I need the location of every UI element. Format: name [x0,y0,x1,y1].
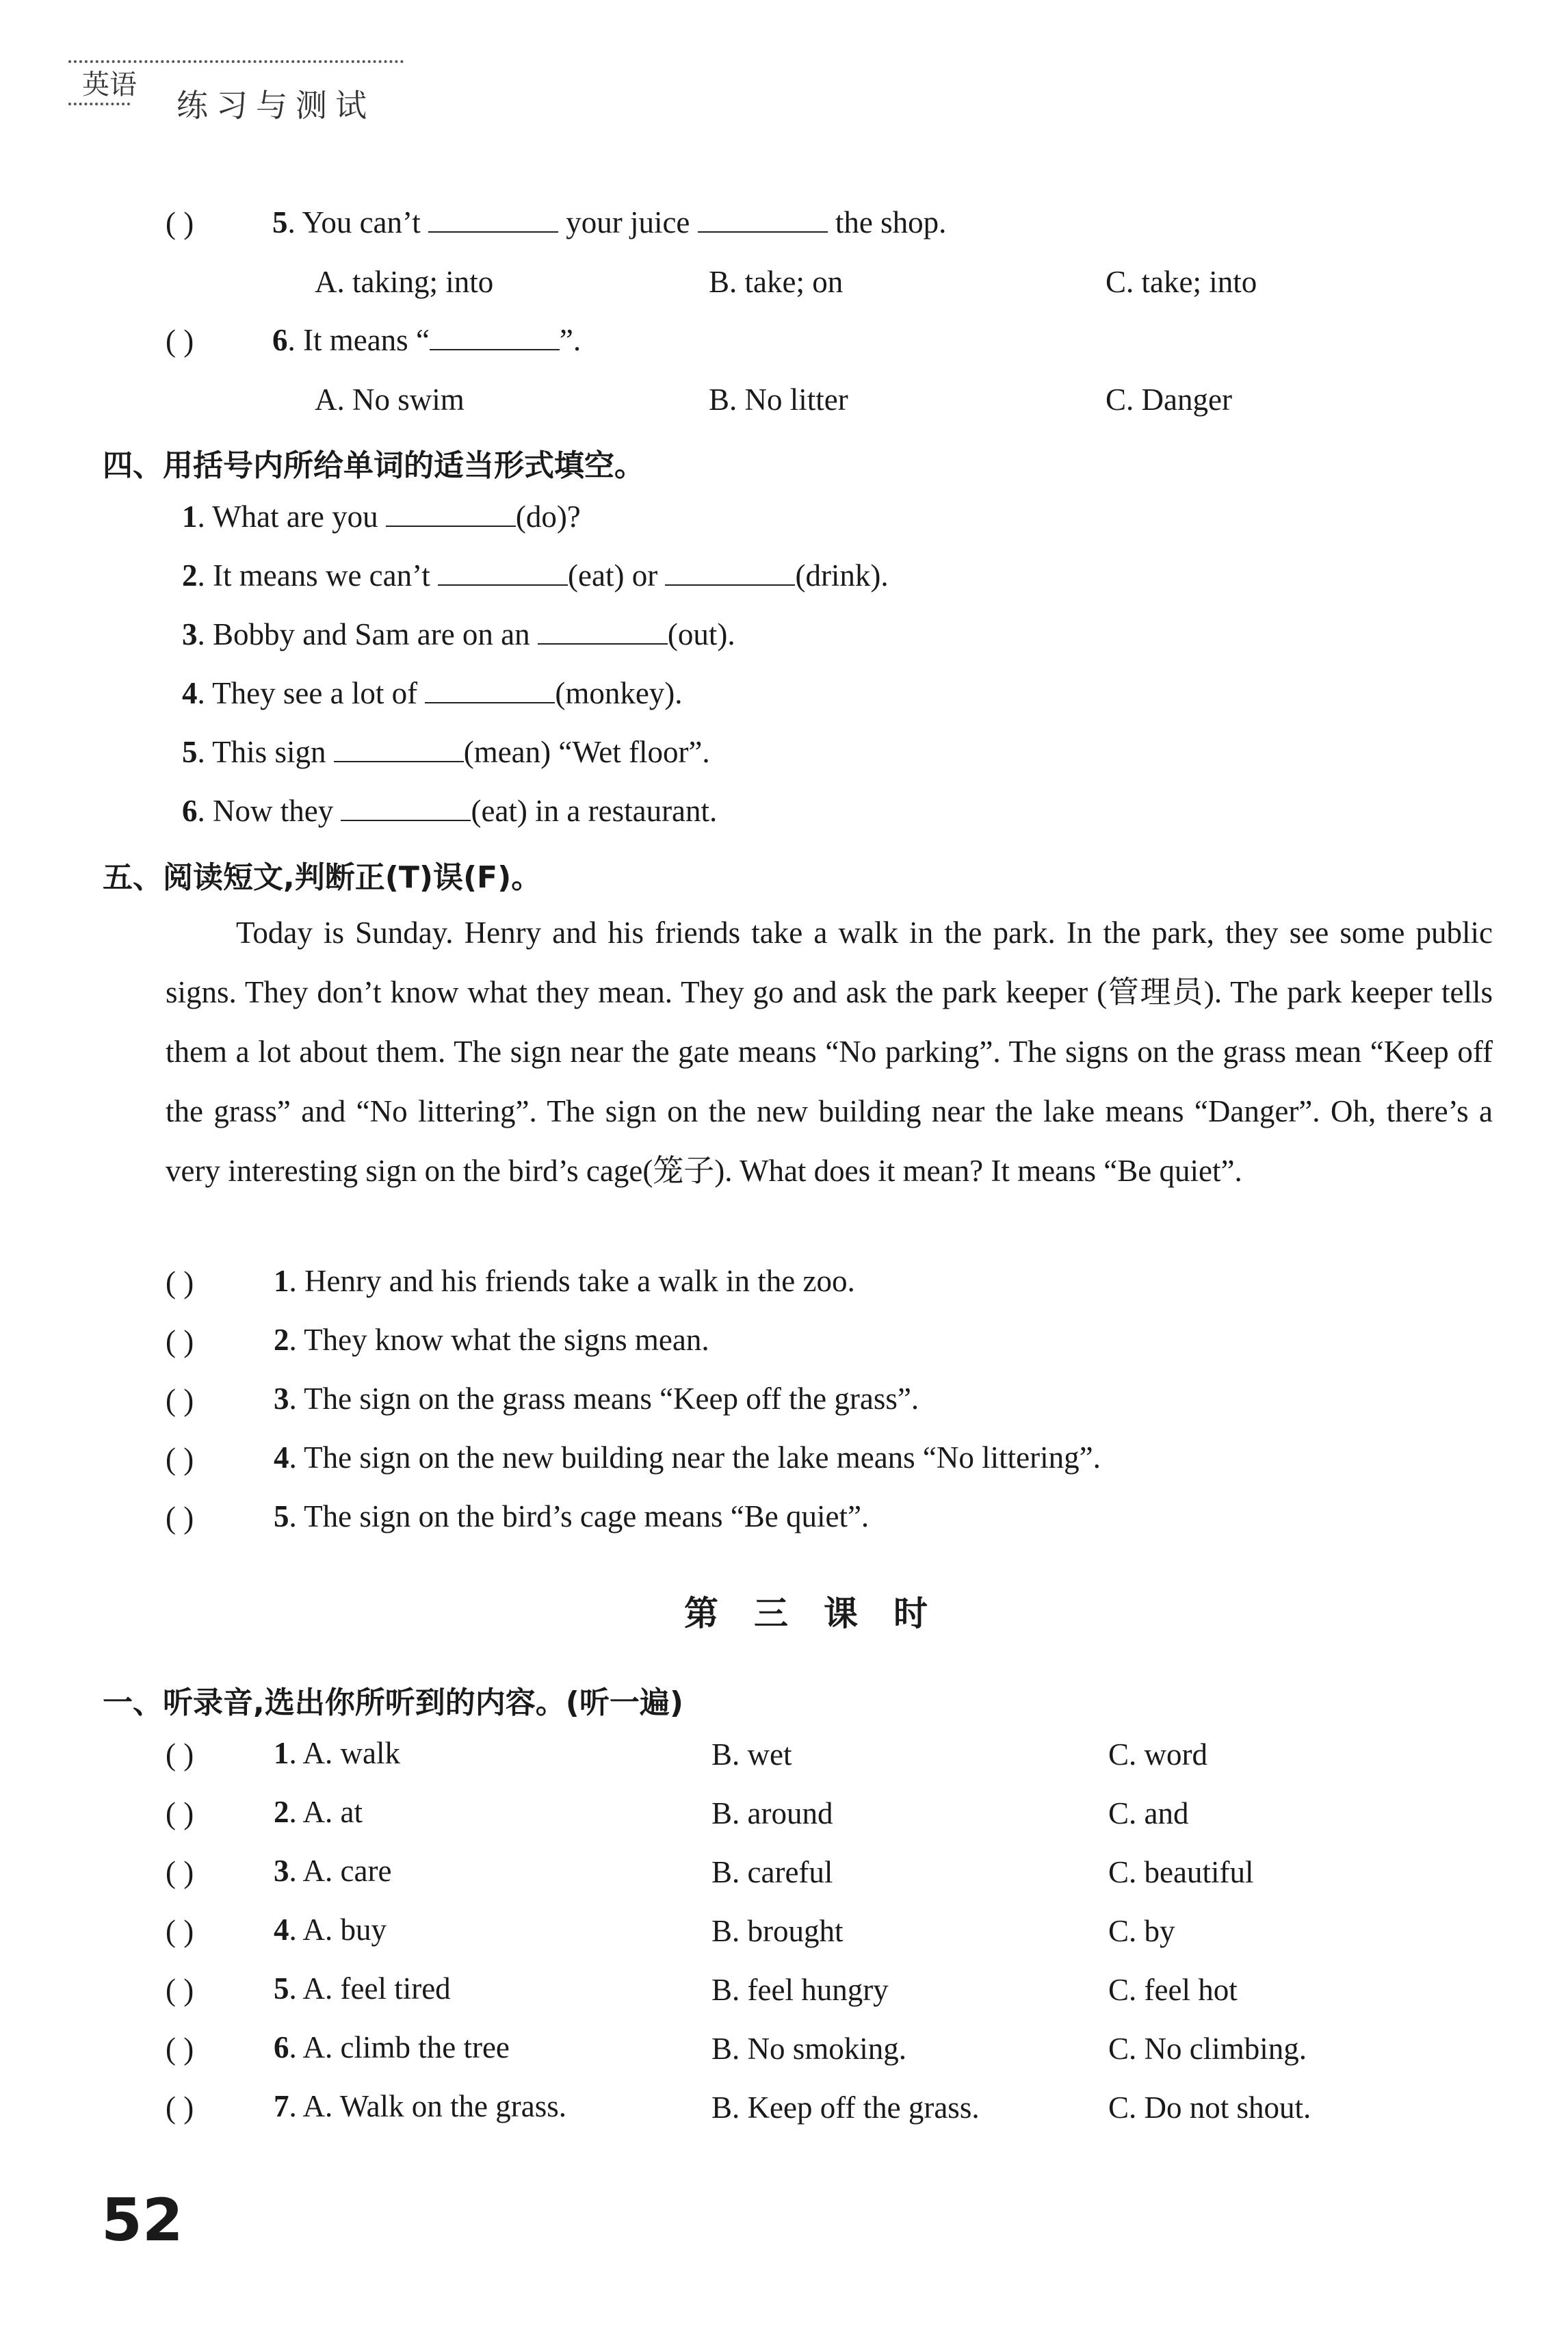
option-b: B. careful [711,1855,833,1889]
answer-bracket: ( ) [166,1324,194,1358]
fill-item-4: 4. They see a lot of (monkey). [182,676,683,710]
lesson-title: 第三课时 [684,1594,963,1633]
tf-item-4: 4. The sign on the new building near the lake means “No littering”. [274,1440,1101,1475]
listen-item-2: 2. A. at [274,1795,363,1829]
option-b: B. take; on [709,265,844,299]
option-a: A. taking; into [315,265,494,299]
option-b: B. wet [711,1737,792,1772]
option-a: A. No swim [315,383,465,417]
header-subject: 英语 [82,69,137,101]
listen-item-1: 1. A. walk [274,1736,400,1770]
reading-passage: Today is Sunday. Henry and his friends take a walk in the park. In the park, they see some public signs. They don’t know what they mean. They go and ask the park keeper (管理员). The park keeper tells them a lot about them. The sign near the gate means “No parking”. The signs on the grass mean “Keep off the grass” and “No littering”. The sign on the new building near the lake means “Danger”. Oh, there’s a very interesting sign on the bird’s cage(笼子). What does it mean? It means “Be quiet”. [166,916,1493,1188]
header-rule-short [68,103,130,105]
section-5-title: 五、阅读短文,判断正(T)误(F)。 [103,860,542,895]
answer-bracket: ( ) [166,2090,194,2125]
option-b: B. around [711,1796,833,1830]
option-c: C. No climbing. [1108,2032,1307,2066]
option-c: C. and [1108,1796,1189,1830]
tf-item-2: 2. They know what the signs mean. [274,1323,709,1357]
option-b: B. No smoking. [711,2032,907,2066]
option-c: C. Danger [1106,383,1232,417]
page-number: 52 [101,2186,183,2255]
option-b: B. feel hungry [711,1973,889,2007]
header-book-title: 练习与测试 [177,87,375,124]
option-c: C. by [1108,1914,1175,1948]
answer-bracket: ( ) [166,2032,194,2066]
listen-item-5: 5. A. feel tired [274,1971,451,2006]
tf-item-1: 1. Henry and his friends take a walk in the zoo. [274,1264,855,1298]
option-c: C. beautiful [1108,1855,1254,1889]
listen-item-3: 3. A. care [274,1854,392,1888]
listen-item-7: 7. A. Walk on the grass. [274,2089,567,2123]
fill-item-2: 2. It means we can’t (eat) or (drink). [182,558,889,593]
option-b: B. brought [711,1914,844,1948]
answer-bracket: ( ) [166,1855,194,1889]
option-c: C. word [1108,1737,1207,1772]
answer-bracket: ( ) [166,1501,194,1535]
answer-bracket: ( ) [166,1383,194,1417]
listen-item-4: 4. A. buy [274,1913,387,1947]
option-c: C. feel hot [1108,1973,1238,2007]
question-mc-6: 6. It means “ ”. [272,323,582,357]
option-b: B. Keep off the grass. [711,2090,980,2125]
question-mc-5: 5. You can’t your juice the shop. [272,205,947,239]
answer-bracket: ( ) [166,1796,194,1830]
fill-item-6: 6. Now they (eat) in a restaurant. [182,794,718,828]
section-1-title: 一、听录音,选出你所听到的内容。(听一遍) [103,1685,683,1720]
answer-bracket: ( ) [166,1737,194,1772]
answer-bracket: ( ) [166,1442,194,1476]
answer-bracket: ( ) [166,206,194,240]
tf-item-5: 5. The sign on the bird’s cage means “Be quiet”. [274,1499,870,1533]
fill-item-1: 1. What are you (do)? [182,500,581,534]
tf-item-3: 3. The sign on the grass means “Keep off the grass”. [274,1382,919,1416]
listen-item-6: 6. A. climb the tree [274,2030,510,2064]
option-c: C. take; into [1106,265,1257,299]
answer-bracket: ( ) [166,1914,194,1948]
fill-item-3: 3. Bobby and Sam are on an (out). [182,617,735,651]
section-4-title: 四、用括号内所给单词的适当形式填空。 [103,448,644,483]
answer-bracket: ( ) [166,324,194,358]
fill-item-5: 5. This sign (mean) “Wet floor”. [182,735,710,769]
answer-bracket: ( ) [166,1265,194,1299]
answer-bracket: ( ) [166,1973,194,2007]
option-c: C. Do not shout. [1108,2090,1311,2125]
option-b: B. No litter [709,383,848,417]
